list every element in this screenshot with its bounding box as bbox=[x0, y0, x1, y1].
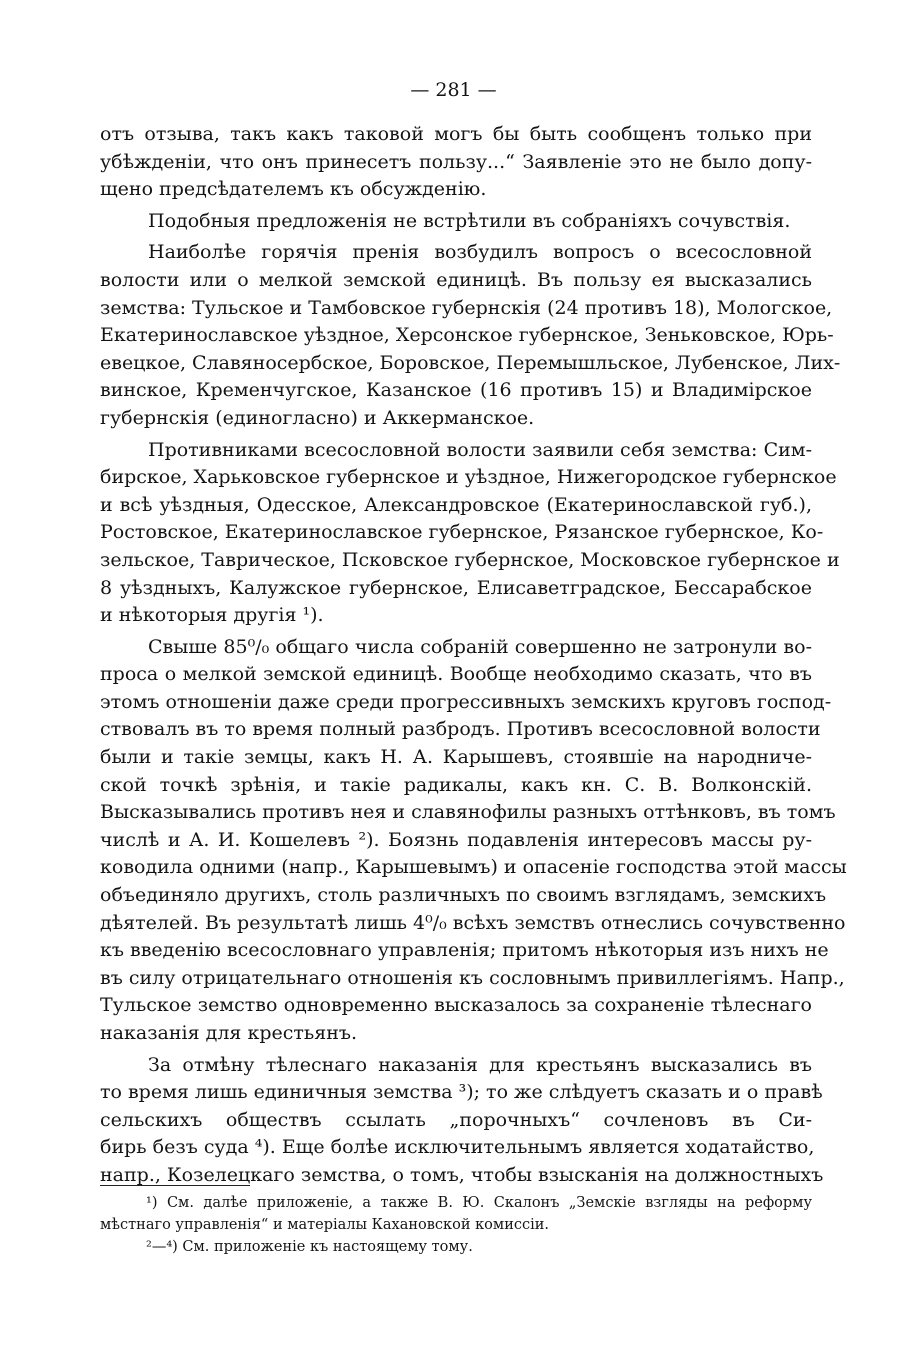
footnote-line: ²—⁴) См. приложеніе къ настоящему тому. bbox=[146, 1239, 473, 1255]
text-line: отъ отзыва, такъ какъ таковой могъ бы быть сообщенъ только при bbox=[100, 123, 812, 145]
footnote-line: мѣстнаго управленія“ и матеріалы Кахановской комиссіи. bbox=[100, 1217, 550, 1233]
text-line: Екатеринославское уѣздное, Херсонское губернское, Зеньковское, Юрь- bbox=[100, 324, 834, 347]
text-line: этомъ отношеніи даже среди прогрессивныхъ земскихъ круговъ господ- bbox=[100, 690, 832, 713]
text-line: къ введенію всесословнаго управленія; притомъ нѣкоторыя изъ нихъ не bbox=[100, 939, 829, 962]
text-line: въ силу отрицательнаго отношенія къ сословнымъ привиллегіямъ. Напр., bbox=[100, 966, 845, 989]
text-line: Наиболѣе горячія пренія возбудилъ вопросъ о всесословной bbox=[148, 241, 812, 264]
text-line: Противниками всесословной волости заявили себя земства: Сим- bbox=[148, 438, 812, 461]
text-line: губернскія (единогласно) и Аккерманское. bbox=[100, 406, 535, 429]
text-line: наказанія для крестьянъ. bbox=[100, 1022, 358, 1044]
text-line: и всѣ уѣздныя, Одесское, Александровское (Екатеринославской губ.), bbox=[100, 493, 812, 516]
text-line: 8 уѣздныхъ, Калужское губернское, Елисаветградское, Бессарабское bbox=[100, 576, 812, 599]
text-line: земства: Тульское и Тамбовское губернскія (24 противъ 18), Мологское, bbox=[100, 296, 833, 319]
text-line: ководила одними (напр., Карышевымъ) и опасеніе господства этой массы bbox=[100, 856, 847, 879]
text-line: то время лишь единичныя земства ³); то же слѣдуетъ сказать и о правѣ bbox=[100, 1081, 823, 1104]
text-line: и нѣкоторыя другія ¹). bbox=[100, 604, 324, 627]
text-line: были и такіе земцы, какъ Н. А. Карышевъ, стоявшіе на народниче- bbox=[100, 746, 812, 769]
text-line: Ростовское, Екатеринославское губернское, Рязанское губернское, Ко- bbox=[100, 521, 824, 544]
text-line: Подобныя предложенія не встрѣтили въ собраніяхъ сочувствія. bbox=[148, 209, 791, 232]
text-line: убѣжденіи, что онъ принесетъ пользу...“ Заявленіе это не было допу- bbox=[100, 150, 812, 173]
text-line: Высказывались противъ нея и славянофилы разныхъ оттѣнковъ, въ томъ bbox=[100, 801, 836, 824]
text-line: За отмѣну тѣлеснаго наказанія для крестьянъ высказались въ bbox=[148, 1053, 812, 1076]
footnote-divider bbox=[100, 1185, 250, 1186]
text-line: объединяло другихъ, столь различныхъ по своимъ взглядамъ, земскихъ bbox=[100, 884, 827, 907]
text-line: щено предсѣдателемъ къ обсужденію. bbox=[100, 178, 487, 201]
footnote-line: ¹) См. далѣе приложеніе, а также В. Ю. Скалонъ „Земскіе взгляды на реформу bbox=[146, 1195, 812, 1211]
text-line: ской точкѣ зрѣнія, и такіе радикалы, какъ кн. С. В. Волконскій. bbox=[100, 773, 812, 796]
text-line: Тульское земство одновременно высказалось за сохраненіе тѣлеснаго bbox=[100, 994, 812, 1017]
text-line: бирь безъ суда ⁴). Еще болѣе исключительнымъ является ходатайство, bbox=[100, 1136, 815, 1159]
text-line: бирское, Харьковское губернское и уѣздное, Нижегородское губернское bbox=[100, 466, 837, 489]
text-line: Свыше 85⁰/₀ общаго числа собраній совершенно не затронули во- bbox=[148, 635, 812, 658]
page-number: — 281 — bbox=[410, 79, 497, 101]
text-line: дѣятелей. Въ результатѣ лишь 4⁰/₀ всѣхъ земствъ отнеслись сочувственно bbox=[100, 911, 846, 934]
text-line: числѣ и А. И. Кошелевъ ²). Боязнь подавленія интересовъ массы ру- bbox=[100, 828, 812, 851]
text-line: волости или о мелкой земской единицѣ. Въ пользу ея высказались bbox=[100, 268, 812, 291]
text-line: сельскихъ обществъ ссылать „порочныхъ“ сочленовъ въ Си- bbox=[100, 1108, 812, 1131]
body-text bbox=[100, 121, 847, 1190]
text-line: напр., Козелецкаго земства, о томъ, чтобы взысканія на должностныхъ bbox=[100, 1163, 824, 1186]
text-line: ствовалъ въ то время полный разбродъ. Противъ всесословной волости bbox=[100, 718, 821, 741]
text-line: проса о мелкой земской единицѣ. Вообще необходимо сказать, что въ bbox=[100, 663, 812, 686]
text-line: винское, Кременчугское, Казанское (16 противъ 15) и Владимірское bbox=[100, 379, 812, 402]
text-line: зельское, Таврическое, Псковское губернское, Московское губернское и bbox=[100, 548, 840, 571]
text-line: евецкое, Славяносербское, Боровское, Перемышльское, Лубенское, Лих- bbox=[100, 351, 841, 374]
footnotes bbox=[100, 1192, 812, 1258]
